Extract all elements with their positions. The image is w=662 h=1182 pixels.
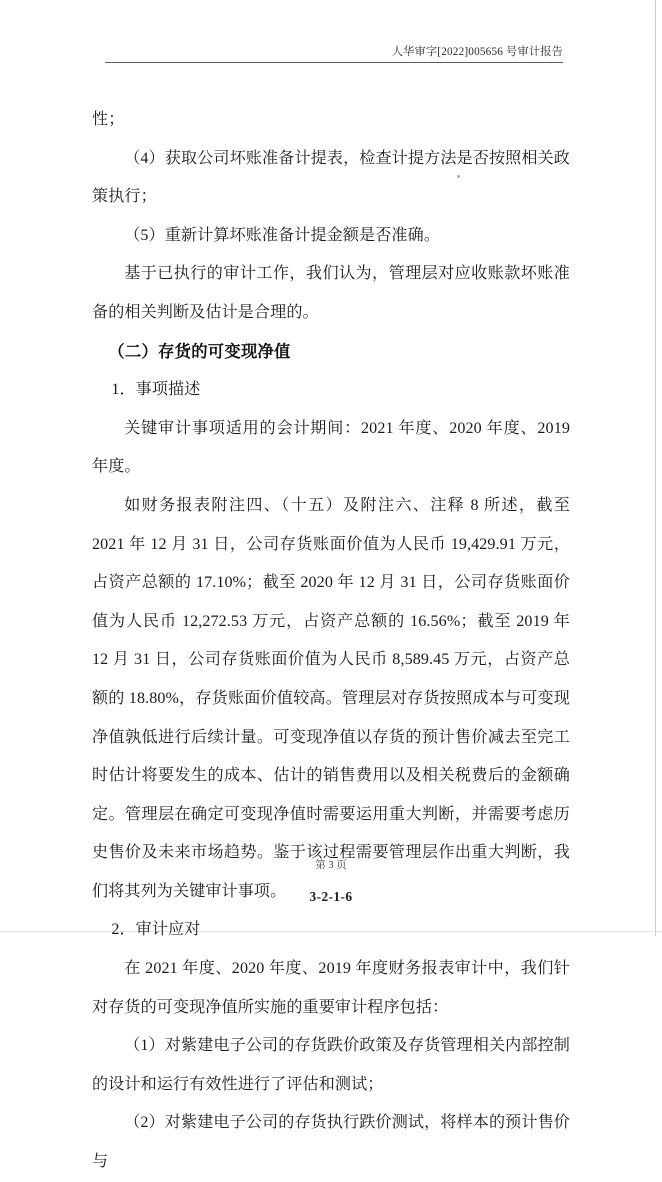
paragraph-audit-conclusion: 基于已执行的审计工作，我们认为，管理层对应收账款坏账准备的相关判断及估计是合理的。 (92, 265, 570, 321)
paragraph-applicable-periods: 关键审计事项适用的会计期间：2021 年度、2020 年度、2019 年度。 (92, 419, 570, 476)
paragraph-response-item-1: （1）对紫建电子公司的存货跌价政策及存货管理相关内部控制的设计和运行有效性进行了评估和测试； (92, 1037, 570, 1093)
paragraph-continuation: 性； (92, 111, 125, 128)
paragraph-response-item-2: （2）对紫建电子公司的存货执行跌价测试，将样本的预计售价与 (92, 1114, 570, 1171)
paragraph-procedure-item-4: （4）获取公司坏账准备计提表，检查计提方法是否按照相关政策执行； (92, 149, 570, 206)
paragraph-response-intro: 在 2021 年度、2020 年度、2019 年度财务报表审计中，我们针对存货的可变现净值所实施的重要审计程序包括： (92, 960, 570, 1016)
header-report-reference: 人华审字[2022]005656 号审计报告 (391, 46, 563, 58)
subsection-heading-audit-response: 2．审计应对 (111, 921, 201, 939)
page-edge-right (655, 0, 656, 936)
section-heading-inventory-nrv: （二）存货的可变现净值 (108, 341, 291, 361)
page-footer (0, 860, 662, 905)
subsection-heading-matter-description: 1．事项描述 (111, 381, 201, 399)
paragraph-procedure-item-5: （5）重新计算坏账准备计提金额是否准确。 (124, 226, 441, 244)
footer-page-number: 第 3 页 (315, 860, 347, 871)
document-body (92, 101, 570, 1182)
paragraph-inventory-description: 如财务报表附注四、（十五）及附注六、注释 8 所述，截至 2021 年 12 月 31 日，公司存货账面价值为人民币 19,429.91 万元，占资产总额的 17.10%；截至 2020 年 12 月 31 日，公司存货账面价值为人民币 12,272.53 万元，占资产总额的 16.56%；截至 2019 年 12 月 31 日，公司存货账面价值为人民币 8,589.45 万元，占资产总额的 18.80%，存货账面价值较高。管理层对存货按照成本与可变现净值孰低进行后续计量。可变现净值以存货的预计售价减去至完工时估计将要发生的成本、估计的销售费用以及相关税费后的金额确定。管理层在确定可变现净值时需要运用重大判断，并需要考虑历史售价及未来市场趋势。鉴于该过程需要管理层作出重大判断，我们将其列为关键审计事项。 (92, 496, 570, 900)
footer-document-code: 3-2-1-6 (309, 888, 353, 904)
header-divider-rule (105, 62, 563, 63)
page-header (105, 46, 563, 63)
